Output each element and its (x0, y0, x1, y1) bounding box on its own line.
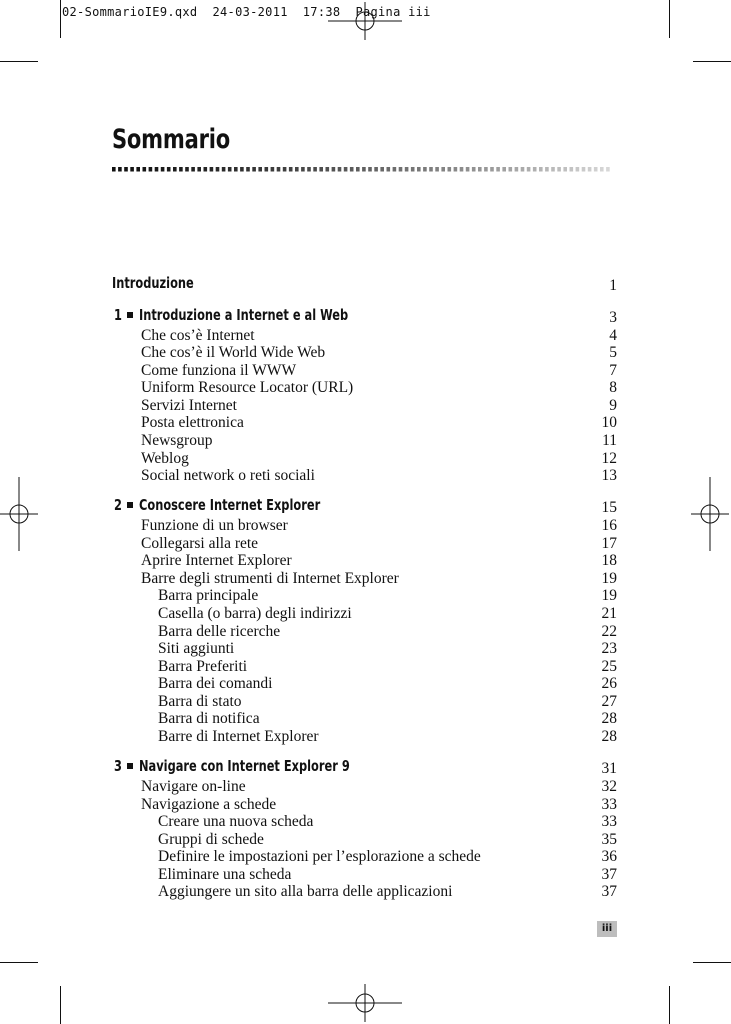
toc-label: Gruppi di schede (158, 831, 264, 848)
toc-entry-row (0, 796, 731, 814)
toc-label: Funzione di un browser (141, 517, 288, 534)
toc-label: Che cos’è Internet (141, 327, 255, 344)
toc-entry-row (0, 379, 731, 397)
toc-label: Navigare con Internet Explorer 9 (139, 757, 350, 775)
toc-entry-row (0, 552, 731, 570)
toc-label: Barra di stato (158, 693, 242, 710)
toc-entry-row (0, 450, 731, 468)
square-bullet-icon (127, 312, 133, 318)
toc-label: Eliminare una scheda (158, 866, 292, 883)
toc-page-number: 12 (601, 450, 617, 467)
toc-label: Navigare on-line (141, 778, 246, 795)
print-slug: 02-SommarioIE9.qxd 24-03-2011 17:38 Pagina iii (62, 5, 431, 19)
toc-label: Conoscere Internet Explorer (139, 496, 321, 514)
toc-page-number: 21 (601, 605, 617, 622)
page-title: Sommario (112, 124, 230, 155)
toc-entry-row (0, 570, 731, 588)
toc-entry-row (0, 344, 731, 362)
toc-chapter-row (0, 496, 731, 514)
toc-entry-row (0, 848, 731, 866)
toc-chapter-row (0, 306, 731, 324)
toc-page-number: 25 (601, 658, 617, 675)
toc-entry-row (0, 658, 731, 676)
toc-page-number: 13 (601, 467, 617, 484)
toc-page-number: 32 (601, 778, 617, 795)
toc-entry-row (0, 728, 731, 746)
toc-page-number: 28 (601, 728, 617, 745)
toc-label: Navigazione a schede (141, 796, 277, 813)
toc-page-number: 3 (609, 309, 617, 326)
toc-page-number: 17 (601, 535, 617, 552)
toc-entry-row (0, 640, 731, 658)
toc-entry-row (0, 675, 731, 693)
toc-page-number: 11 (602, 432, 617, 449)
toc-entry-row (0, 587, 731, 605)
page-number-badge: iii (597, 921, 617, 937)
toc-entry-row (0, 397, 731, 415)
toc-page-number: 26 (601, 675, 617, 692)
toc-page-number: 27 (601, 693, 617, 710)
toc-label: Uniform Resource Locator (URL) (141, 379, 354, 396)
toc-entry-row (0, 866, 731, 884)
toc-label: Barra delle ricerche (158, 623, 281, 640)
chapter-number: 1 (114, 306, 122, 324)
square-bullet-icon (127, 502, 133, 508)
toc-label: Aggiungere un sito alla barra delle applicazioni (158, 883, 453, 900)
toc-label: Introduzione (112, 274, 194, 292)
toc-label: Introduzione a Internet e al Web (139, 306, 349, 324)
toc-label: Creare una nuova scheda (158, 813, 314, 830)
toc-entry-row (0, 327, 731, 345)
toc-label: Come funziona il WWW (141, 362, 297, 379)
toc-page-number: 4 (609, 327, 617, 344)
toc-page-number: 19 (601, 570, 617, 587)
toc-page-number: 36 (601, 848, 617, 865)
toc-label: Collegarsi alla rete (141, 535, 259, 552)
toc-chapter-row (0, 757, 731, 775)
toc-entry-row (0, 623, 731, 641)
toc-label: Barre degli strumenti di Internet Explorer (141, 570, 399, 587)
toc-entry-row (0, 605, 731, 623)
toc-label: Barra dei comandi (158, 675, 273, 692)
square-bullet-icon (127, 763, 133, 769)
toc-entry-row (0, 362, 731, 380)
toc-entry-row (0, 813, 731, 831)
toc-label: Siti aggiunti (158, 640, 235, 657)
toc-label: Definire le impostazioni per l’esplorazione a schede (158, 848, 481, 865)
toc-label: Barra Preferiti (158, 658, 248, 675)
toc-page-number: 35 (601, 831, 617, 848)
toc-label: Weblog (141, 450, 189, 467)
toc-label: Servizi Internet (141, 397, 237, 414)
toc-page-number: 28 (601, 710, 617, 727)
toc-label: Newsgroup (141, 432, 213, 449)
toc-page-number: 19 (601, 587, 617, 604)
toc-label: Barre di Internet Explorer (158, 728, 319, 745)
toc-entry-row (0, 432, 731, 450)
toc-label: Che cos’è il World Wide Web (141, 344, 326, 361)
toc-page-number: 9 (609, 397, 617, 414)
toc-entry-row (0, 710, 731, 728)
toc-page-number: 18 (601, 552, 617, 569)
toc-page-number: 16 (601, 517, 617, 534)
toc-label: Barra di notifica (158, 710, 260, 727)
toc-label: Posta elettronica (141, 414, 244, 431)
chapter-number: 3 (114, 757, 122, 775)
toc-page-number: 5 (609, 344, 617, 361)
toc-page-number: 33 (601, 813, 617, 830)
toc-entry-row (0, 883, 731, 901)
toc-page-number: 37 (601, 883, 617, 900)
toc-label: Social network o reti sociali (141, 467, 315, 484)
toc-page-number: 23 (601, 640, 617, 657)
toc-page-number: 10 (601, 414, 617, 431)
toc-entry-row (0, 778, 731, 796)
toc-label: Casella (o barra) degli indirizzi (158, 605, 352, 622)
toc-entry-row (0, 831, 731, 849)
toc-label: Aprire Internet Explorer (141, 552, 292, 569)
toc-entry-row (0, 693, 731, 711)
toc-intro-row (0, 274, 731, 292)
toc-page-number: 8 (609, 379, 617, 396)
toc-entry-row (0, 535, 731, 553)
toc-page-number: 37 (601, 866, 617, 883)
toc-page-number: 22 (601, 623, 617, 640)
toc-page-number: 1 (609, 277, 617, 294)
toc-page-number: 7 (609, 362, 617, 379)
toc-entry-row (0, 414, 731, 432)
toc-page-number: 33 (601, 796, 617, 813)
toc-entry-row (0, 467, 731, 485)
toc-entry-row (0, 517, 731, 535)
toc-label: Barra principale (158, 587, 259, 604)
toc-page-number: 15 (601, 499, 617, 516)
toc-page-number: 31 (601, 760, 617, 777)
chapter-number: 2 (114, 496, 122, 514)
